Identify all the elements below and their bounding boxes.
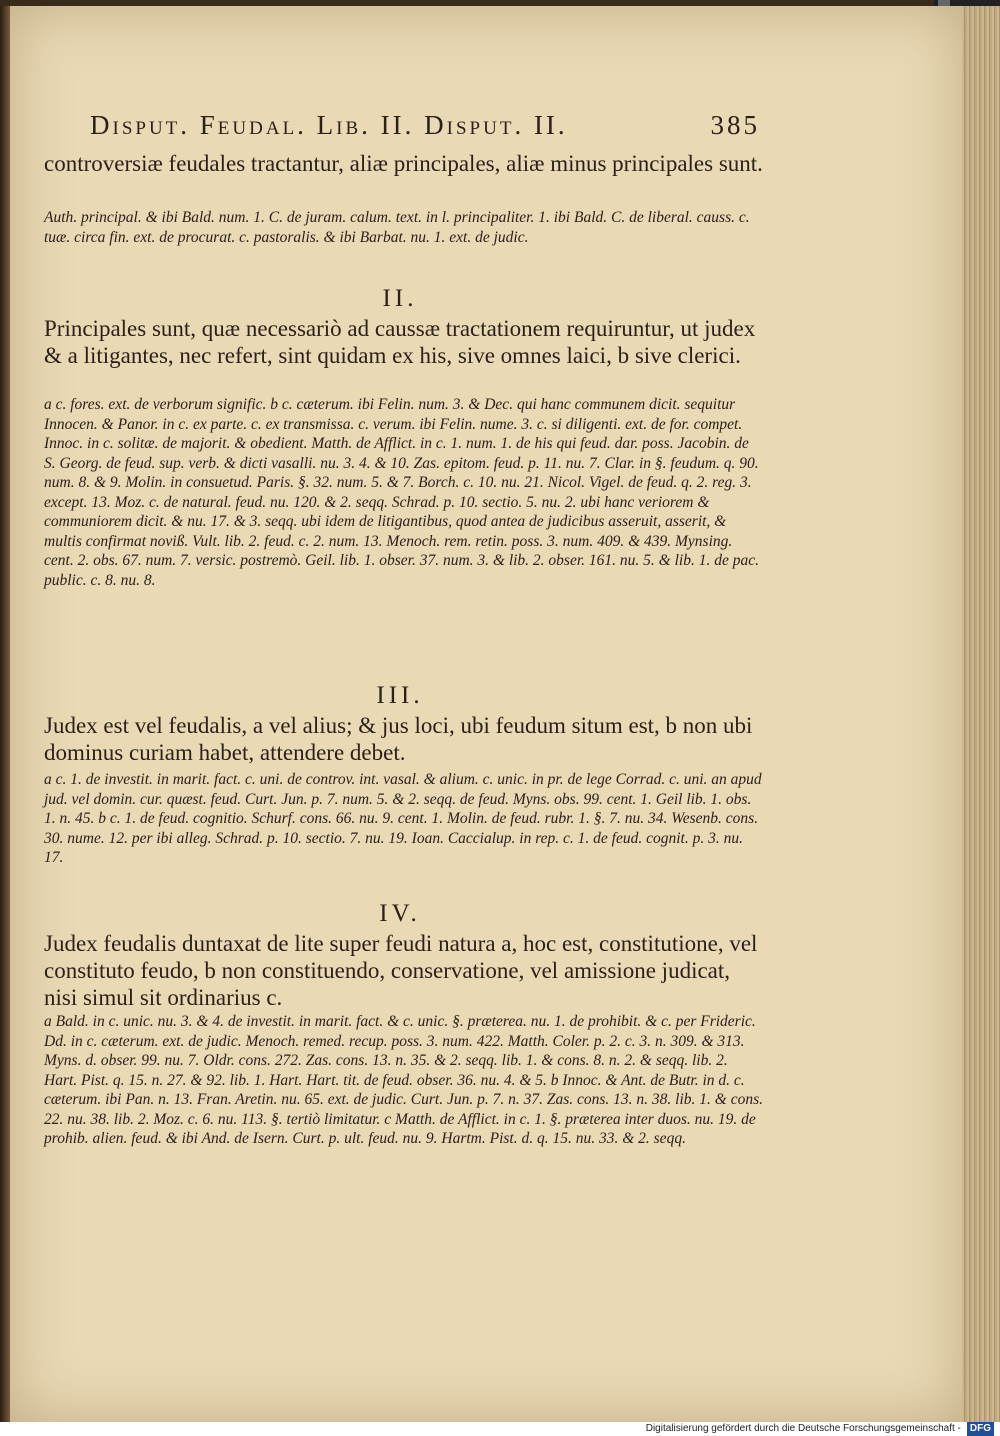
section-2-paragraph: Principales sunt, quæ necessariò ad caussæ tractationem requiruntur, ut judex & a litigantes, nec refert, sint quidam ex his, sive omnes laici, b sive clerici. — [44, 316, 756, 368]
section-4-footnotes: a Bald. in c. unic. nu. 3. & 4. de investit. in marit. fact. & c. unic. §. præterea. nu. 1. de prohibit. & c. per Frideric. Dd. in c. cæterum. ext. de judic. Menoch. remed. recup. poss. 3. num. 422. Matth. Coler. p. 2. c. 3. n. 309. & 313. Myns. d. obser. 99. nu. 7. Oldr. cons. 272. Zas. cons. 13. n. 35. & 2. seqq. lib. 1. & cons. 8. n. 2. & seqq. lib. 2. Hart. Pist. q. 15. n. 27. & 92. lib. 1. Hart. Hart. tit. de feud. obser. 36. nu. 4. & 5. b Innoc. & Ant. de Butr. in d. c. cæterum. ibi Pan. n. 13. Fran. Aretin. nu. 65. ext. de judic. Curt. Jun. p. 7. n. 37. Zas. cons. 13. n. 38. lib. 1. & cons. 22. nu. 38. lib. 2. Moz. c. 6. nu. 113. §. tertiò limitatur. c Matth. de Afflict. in c. 1. §. præterea inter duos. nu. 19. de prohib. alien. feud. & ibi And. de Isern. Curt. p. ult. feud. nu. 9. Hartm. Pist. d. q. 15. nu. 33. & 2. seqq. — [44, 1013, 763, 1147]
running-header — [90, 110, 760, 141]
intro-paragraph: controversiæ feudales tractantur, aliæ principales, aliæ minus principales sunt. — [44, 151, 763, 176]
intro-footnote: Auth. principal. & ibi Bald. num. 1. C. de juram. calum. text. in l. principaliter. 1. ibi Bald. C. de liberal. causs. c. tuæ. circa fin. ext. de procurat. c. pastoralis. & ibi Barbat. nu. 1. ext. de judic. — [44, 209, 750, 246]
footer-credit: Digitalisierung gefördert durch die Deutsche Forschungsgemeinschaft - — [645, 1423, 961, 1434]
page-edges — [962, 6, 1000, 1422]
toolbar-icon — [938, 0, 950, 6]
digitization-footer — [0, 1422, 1000, 1436]
section-3-paragraph: Judex est vel feudalis, a vel alius; & jus loci, ubi feudum situm est, b non ubi dominus curiam habet, attendere debet. — [44, 713, 753, 765]
section-4-paragraph: Judex feudalis duntaxat de lite super feudi natura a, hoc est, constitutione, vel constituto feudo, b non constituendo, conservatione, vel amissione judicat, nisi simul sit ordinarius c. — [44, 931, 758, 1010]
dfg-logo: DFG — [967, 1422, 994, 1436]
header-title: Disput. Feudal. Lib. II. Disput. II. — [90, 110, 568, 140]
section-2-footnotes: a c. fores. ext. de verborum signific. b c. cæterum. ibi Felin. num. 3. & Dec. qui hanc communem dicit. sequitur Innocen. & Panor. in c. ex parte. c. ex transmissa. c. verum. ibi Felin. nume. 3. c. si diligenti. ext. de for. compet. Innoc. in c. solitæ. de majorit. & obedient. Matth. de Afflict. in c. 1. num. 1. de his qui feud. dar. poss. Jacobin. de S. Georg. de feud. sup. verb. & dicti vasalli. nu. 3. 4. & 10. Zas. epitom. feud. p. 11. nu. 7. Clar. in §. feudum. q. 90. num. 8. & 9. Molin. in consuetud. Paris. §. 32. num. 5. & 7. Borch. c. 10. nu. 21. Nicol. Vigel. de feud. q. 2. reg. 3. except. 13. Moz. c. de natural. feud. nu. 120. & 2. seqq. Schrad. p. 10. sectio. 5. nu. 2. ubi hanc veriorem & communiorem dicit. & nu. 17. & 3. seqq. ubi idem de litigantibus, quod antea de judicibus asseruit, asserit, & multis confirmat noviß. Vult. lib. 2. feud. c. 2. num. 13. Menoch. rem. retin. poss. 3. num. 409. & 439. Mynsing. cent. 2. obs. 67. num. 7. versic. postremò. Geil. lib. 1. obser. 37. num. 3. & lib. 2. obser. 161. nu. 5. & lib. 1. de pac. public. c. 8. nu. 8. — [44, 396, 759, 589]
section-numeral-2: II. — [382, 285, 418, 312]
page-number: 385 — [710, 110, 760, 140]
section-numeral-4: IV. — [379, 900, 421, 927]
viewer-toolbar — [934, 0, 1000, 6]
section-3-footnotes: a c. 1. de investit. in marit. fact. c. uni. de controv. int. vasal. & alium. c. unic. in pr. de lege Corrad. c. uni. an apud jud. vel domin. cur. quæst. feud. Curt. Jun. p. 7. num. 5. & 2. seqq. de feud. Myns. obs. 99. cent. 1. Geil lib. 1. obs. 1. n. 45. b c. 1. de feud. cognitio. Schurf. cons. 66. nu. 9. cent. 1. Molin. de feud. rubr. 1. §. 7. nu. 34. Wesenb. cons. 30. nume. 12. per ibi alleg. Schrad. p. 10. sectio. 7. nu. 19. Ioan. Caccialup. in rep. c. 1. de feud. cognit. p. 3. nu. 17. — [44, 771, 762, 866]
section-numeral-3: III. — [376, 682, 424, 709]
